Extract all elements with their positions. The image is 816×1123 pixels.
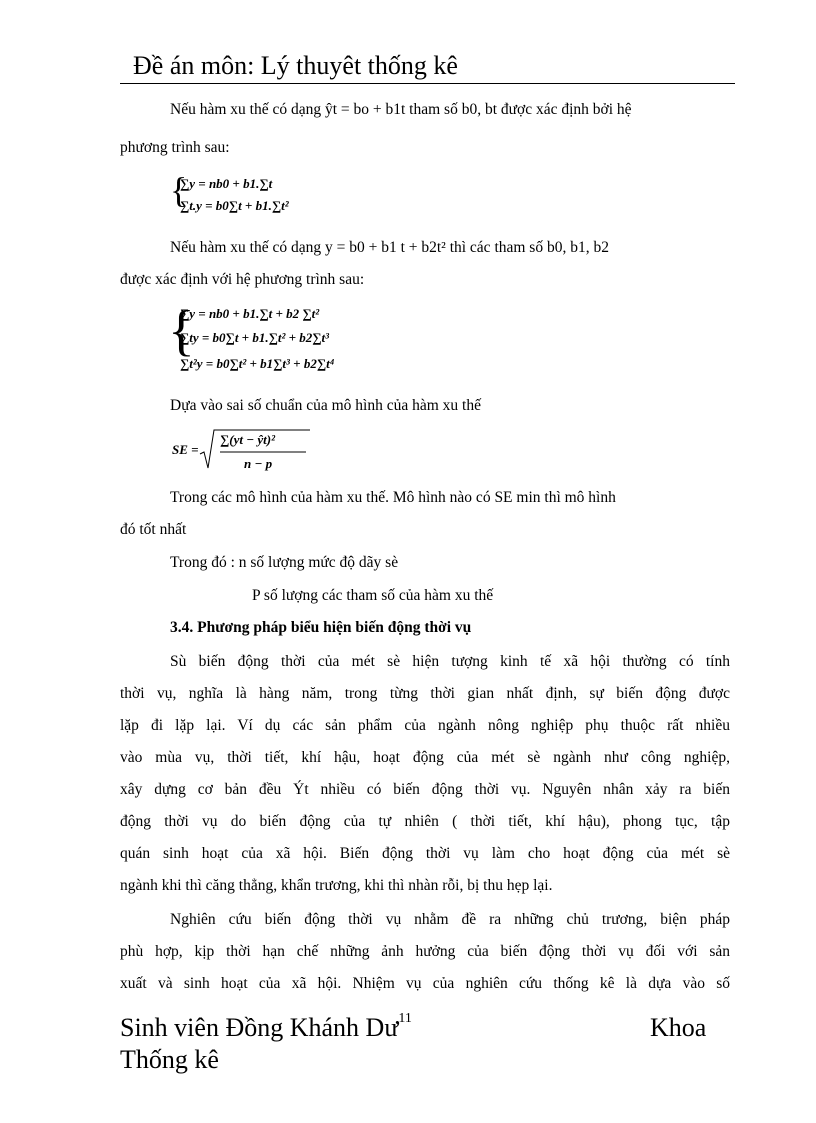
paragraph-line: vào mùa vụ, thời tiết, khí hậu, hoạt động của mét sè ngành như công nghiệp, (120, 749, 730, 766)
footer-author: Sinh viên Đồng Khánh $Dư^{11}$ (120, 1011, 412, 1042)
equation-line: ∑ty = b0∑t + b1.∑t² + b2∑t³ (180, 330, 330, 345)
paragraph-line: Nếu hàm xu thế có dạng y = b0 + b1 t + b2t² thì các tham số b0, b1, b2 (170, 239, 609, 256)
paragraph-line: xuất và sinh hoạt của xã hội. Nhiệm vụ của nghiên cứu thống kê là dựa vào số (120, 975, 730, 992)
se-label: SE = (172, 442, 199, 457)
paragraph-line: Dựa vào sai số chuẩn của mô hình của hàm xu thế (170, 397, 481, 414)
se-denominator: n − p (244, 456, 273, 471)
document-page: Đề án môn: Lý thuyêt thống kê Nếu hàm xu thế có dạng ŷt = bo + b1t tham số b0, bt được xác định bởi hệ phương trình sau: { ∑y = nb0 + b1.∑t ∑t.y = b0∑t + b1.∑t² Nếu hàm xu thế có dạng y = b0 + b1 t + b2t² thì các tham số b0, b1, b2 được xác định với hệ phương trình sau: { ∑y = nb0 + b1.∑t + b2 ∑t² ∑ty = b0∑t + b1.∑t² + b2∑t³ ∑t²y = b0∑t² + b1∑t³ + b2∑t⁴ Dựa vào sai số chuẩn của mô hình của hàm xu thế SE = ∑(yt − ŷt)² n − p Trong các mô hình của hàm xu thế. Mô hình nào có SE min thì mô hình đó tốt nhất Trong đó : n số lượng mức độ dãy sè P số lượng các tham số của hàm xu thế 3.4. Phương pháp biểu hiện biến động thời vụ Sù biến động thời của mét sè hiện tượng kinh tế xã hội thường có tính thời vụ, nghĩa là hàng năm, trong từng thời gian nhất định, sự biến động được lặp đi lặp lại. Ví dụ các sản phẩm của ngành nông nghiệp phụ thuộc rất nhiều vào mùa vụ, thời tiết, khí hậu, hoạt động của mét sè ngành như công nghiệp, xây dựng cơ bản đều Ýt nhiều có biến động thời vụ. Nguyên nhân xảy ra biến động thời vụ do biến động của tự nhiên ( thời tiết, khí hậu), phong tục, tập quán sinh hoạt của xã hội. Biến động thời vụ làm cho hoạt động của mét sè ngành khi thì căng thẳng, khẩn trương, khi thì nhàn rỗi, bị thu hẹp lại. Nghiên cứu biến động thời vụ nhằm đề ra những chủ trương, biện pháp phù hợp, kịp thời hạn chế những ảnh hưởng của biến động thời vụ đối với sản xuất và sinh hoạt của xã hội. Nhiệm vụ của nghiên cứu thống kê là dựa vào số Sinh viên Đồng Khánh $Dư^{11}$ Khoa Thống kê (0, 0, 816, 1123)
paragraph-line: P số lượng các tham số của hàm xu thế (252, 587, 494, 604)
paragraph-line: Nghiên cứu biến động thời vụ nhằm đề ra những chủ trương, biện pháp (170, 911, 730, 928)
paragraph-line: Sù biến động thời của mét sè hiện tượng kinh tế xã hội thường có tính (170, 653, 730, 670)
paragraph-line: ngành khi thì căng thẳng, khẩn trương, khi thì nhàn rỗi, bị thu hẹp lại. (120, 877, 553, 894)
footer-line2: Thống kê (120, 1045, 219, 1074)
paragraph-line: phương trình sau: (120, 139, 230, 156)
paragraph-line: Trong đó : n số lượng mức độ dãy sè (170, 554, 399, 571)
header-divider (120, 83, 735, 84)
paragraph-line: thời vụ, nghĩa là hàng năm, trong từng thời gian nhất định, sự biến động được (120, 685, 730, 702)
page-header: Đề án môn: Lý thuyêt thống kê (133, 51, 458, 80)
paragraph-line: được xác định với hệ phương trình sau: (120, 271, 365, 288)
page-number: 11 (398, 1011, 412, 1027)
paragraph-line: xây dựng cơ bản đều Ýt nhiều có biến động thời vụ. Nguyên nhân xảy ra biến (120, 781, 730, 798)
equation-line: ∑y = nb0 + b1.∑t (180, 176, 273, 191)
paragraph-line: phù hợp, kịp thời hạn chế những ảnh hưởng của biến động thời vụ đối với sản (120, 943, 730, 960)
equation-line: ∑y = nb0 + b1.∑t + b2 ∑t² (180, 306, 320, 321)
equation-line: ∑t²y = b0∑t² + b1∑t³ + b2∑t⁴ (180, 356, 335, 371)
se-numerator: ∑(yt − ŷt)² (220, 432, 275, 447)
paragraph-line: Nếu hàm xu thế có dạng ŷt = bo + b1t tham số b0, bt được xác định bởi hệ (170, 101, 632, 118)
paragraph-line: Trong các mô hình của hàm xu thế. Mô hình nào có SE min thì mô hình (170, 489, 616, 506)
paragraph-line: đó tốt nhất (120, 521, 187, 538)
paragraph-line: quán sinh hoạt của xã hội. Biến động thời vụ làm cho hoạt động của mét sè (120, 845, 730, 862)
section-heading: 3.4. Phương pháp biểu hiện biến động thời vụ (170, 619, 472, 636)
paragraph-line: lặp đi lặp lại. Ví dụ các sản phẩm của ngành nông nghiệp phụ thuộc rất nhiều (120, 717, 730, 734)
footer-right: Khoa (650, 1013, 707, 1042)
equation-line: ∑t.y = b0∑t + b1.∑t² (180, 198, 289, 213)
paragraph-line: động thời vụ do biến động của tự nhiên ( thời tiết, khí hậu), phong tục, tập (120, 813, 730, 830)
